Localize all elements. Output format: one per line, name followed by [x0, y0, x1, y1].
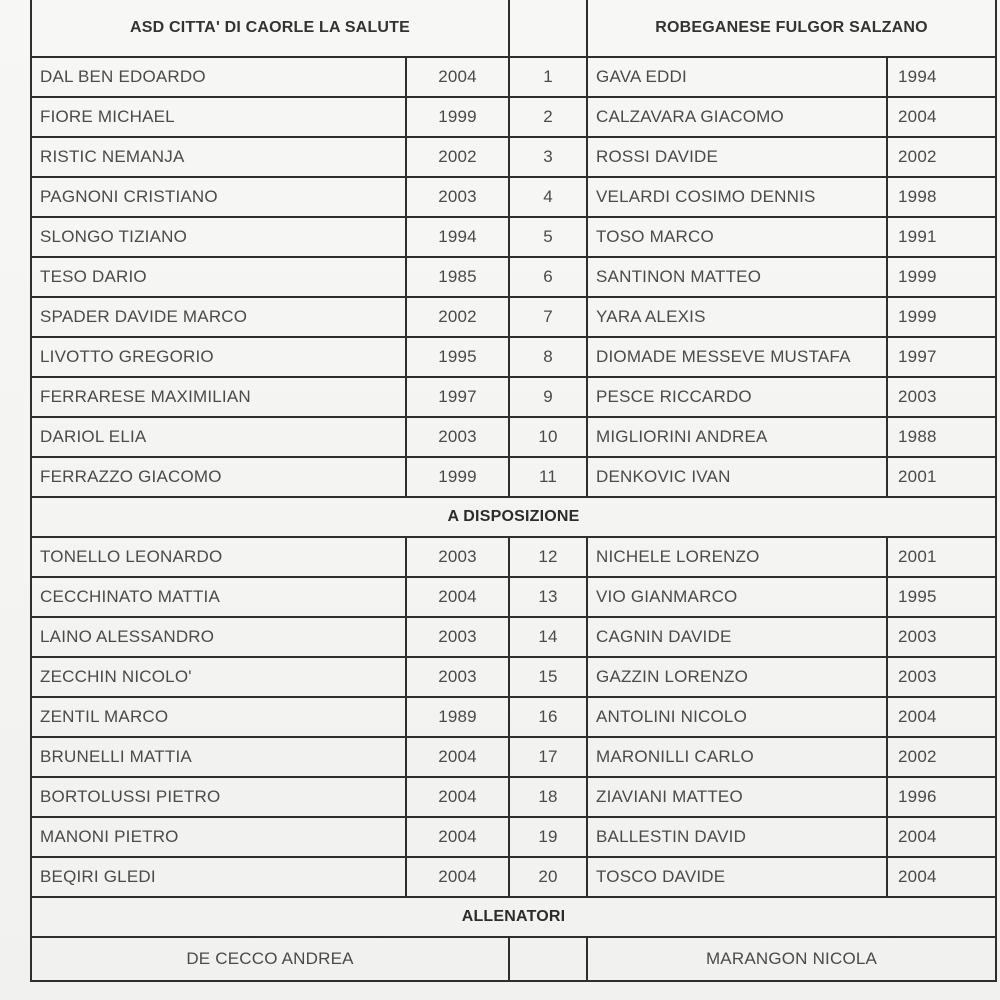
away-player-name: ZIAVIANI MATTEO — [587, 777, 887, 817]
home-player-year: 1989 — [406, 697, 509, 737]
home-player-year: 2004 — [406, 857, 509, 897]
home-player-name: BRUNELLI MATTIA — [31, 737, 406, 777]
away-player-year: 1999 — [887, 297, 996, 337]
shirt-number: 6 — [509, 257, 587, 297]
player-row — [31, 177, 996, 217]
away-player-name: TOSO MARCO — [587, 217, 887, 257]
home-player-year: 2003 — [406, 177, 509, 217]
away-player-name: MARONILLI CARLO — [587, 737, 887, 777]
player-row — [31, 97, 996, 137]
home-player-year: 2003 — [406, 657, 509, 697]
away-player-year: 2004 — [887, 97, 996, 137]
shirt-number: 16 — [509, 697, 587, 737]
player-row — [31, 577, 996, 617]
bench-section-row — [31, 497, 996, 537]
away-player-name: ANTOLINI NICOLO — [587, 697, 887, 737]
shirt-number: 1 — [509, 57, 587, 97]
lineup-table — [30, 0, 997, 982]
shirt-number: 17 — [509, 737, 587, 777]
home-player-name: BORTOLUSSI PIETRO — [31, 777, 406, 817]
away-player-year: 1997 — [887, 337, 996, 377]
home-player-year: 2004 — [406, 737, 509, 777]
home-player-name: ZECCHIN NICOLO' — [31, 657, 406, 697]
home-player-name: PAGNONI CRISTIANO — [31, 177, 406, 217]
team-header-row — [31, 0, 996, 57]
home-player-year: 2003 — [406, 617, 509, 657]
home-player-name: SPADER DAVIDE MARCO — [31, 297, 406, 337]
away-player-name: TOSCO DAVIDE — [587, 857, 887, 897]
home-player-year: 2002 — [406, 297, 509, 337]
home-player-name: FIORE MICHAEL — [31, 97, 406, 137]
shirt-number: 15 — [509, 657, 587, 697]
home-team-name: ASD CITTA' DI CAORLE LA SALUTE — [31, 0, 509, 57]
away-player-year: 2004 — [887, 857, 996, 897]
away-player-name: CALZAVARA GIACOMO — [587, 97, 887, 137]
player-row — [31, 857, 996, 897]
away-player-name: PESCE RICCARDO — [587, 377, 887, 417]
home-player-year: 1995 — [406, 337, 509, 377]
shirt-number: 9 — [509, 377, 587, 417]
home-player-name: ZENTIL MARCO — [31, 697, 406, 737]
away-player-name: GAVA EDDI — [587, 57, 887, 97]
player-row — [31, 777, 996, 817]
coaches-row — [31, 937, 996, 981]
home-player-name: RISTIC NEMANJA — [31, 137, 406, 177]
away-player-name: YARA ALEXIS — [587, 297, 887, 337]
away-player-year: 2003 — [887, 617, 996, 657]
away-player-name: DENKOVIC IVAN — [587, 457, 887, 497]
shirt-number: 7 — [509, 297, 587, 337]
player-row — [31, 537, 996, 577]
player-row — [31, 257, 996, 297]
player-row — [31, 697, 996, 737]
shirt-number: 4 — [509, 177, 587, 217]
away-player-name: MIGLIORINI ANDREA — [587, 417, 887, 457]
shirt-number: 5 — [509, 217, 587, 257]
home-player-name: FERRAZZO GIACOMO — [31, 457, 406, 497]
shirt-number: 14 — [509, 617, 587, 657]
player-row — [31, 217, 996, 257]
away-player-year: 2004 — [887, 817, 996, 857]
coach-spacer-cell — [509, 937, 587, 981]
away-player-year: 2002 — [887, 737, 996, 777]
home-player-name: DAL BEN EDOARDO — [31, 57, 406, 97]
away-coach-name: MARANGON NICOLA — [587, 937, 996, 981]
shirt-number: 19 — [509, 817, 587, 857]
shirt-number: 8 — [509, 337, 587, 377]
header-number-cell — [509, 0, 587, 57]
player-row — [31, 337, 996, 377]
home-player-name: LIVOTTO GREGORIO — [31, 337, 406, 377]
away-player-year: 2001 — [887, 537, 996, 577]
shirt-number: 20 — [509, 857, 587, 897]
lineup-table-body — [31, 0, 996, 981]
shirt-number: 11 — [509, 457, 587, 497]
player-row — [31, 737, 996, 777]
away-player-name: SANTINON MATTEO — [587, 257, 887, 297]
home-player-year: 1994 — [406, 217, 509, 257]
home-player-name: TESO DARIO — [31, 257, 406, 297]
away-player-year: 2002 — [887, 137, 996, 177]
home-player-name: BEQIRI GLEDI — [31, 857, 406, 897]
home-player-year: 1999 — [406, 457, 509, 497]
player-row — [31, 617, 996, 657]
away-player-year: 2003 — [887, 657, 996, 697]
home-player-year: 2003 — [406, 537, 509, 577]
home-player-year: 1985 — [406, 257, 509, 297]
home-player-year: 2004 — [406, 817, 509, 857]
coaches-section-row — [31, 897, 996, 937]
player-row — [31, 457, 996, 497]
home-player-year: 1997 — [406, 377, 509, 417]
away-player-year: 1988 — [887, 417, 996, 457]
player-row — [31, 137, 996, 177]
home-player-name: LAINO ALESSANDRO — [31, 617, 406, 657]
home-player-name: CECCHINATO MATTIA — [31, 577, 406, 617]
away-player-year: 1999 — [887, 257, 996, 297]
shirt-number: 3 — [509, 137, 587, 177]
away-player-name: VIO GIANMARCO — [587, 577, 887, 617]
player-row — [31, 377, 996, 417]
home-player-name: SLONGO TIZIANO — [31, 217, 406, 257]
away-player-name: VELARDI COSIMO DENNIS — [587, 177, 887, 217]
shirt-number: 12 — [509, 537, 587, 577]
shirt-number: 10 — [509, 417, 587, 457]
bench-section-label: A DISPOSIZIONE — [31, 497, 996, 537]
away-player-year: 1996 — [887, 777, 996, 817]
home-player-year: 2004 — [406, 57, 509, 97]
shirt-number: 2 — [509, 97, 587, 137]
home-player-name: DARIOL ELIA — [31, 417, 406, 457]
away-player-name: CAGNIN DAVIDE — [587, 617, 887, 657]
home-coach-name: DE CECCO ANDREA — [31, 937, 509, 981]
away-player-year: 1998 — [887, 177, 996, 217]
home-player-year: 2004 — [406, 777, 509, 817]
home-player-name: FERRARESE MAXIMILIAN — [31, 377, 406, 417]
away-player-year: 1995 — [887, 577, 996, 617]
home-player-year: 2002 — [406, 137, 509, 177]
away-player-year: 1994 — [887, 57, 996, 97]
player-row — [31, 297, 996, 337]
shirt-number: 13 — [509, 577, 587, 617]
shirt-number: 18 — [509, 777, 587, 817]
home-player-year: 1999 — [406, 97, 509, 137]
home-player-year: 2004 — [406, 577, 509, 617]
away-player-name: GAZZIN LORENZO — [587, 657, 887, 697]
away-team-name: ROBEGANESE FULGOR SALZANO — [587, 0, 996, 57]
away-player-name: DIOMADE MESSEVE MUSTAFA — [587, 337, 887, 377]
home-player-name: MANONI PIETRO — [31, 817, 406, 857]
away-player-name: NICHELE LORENZO — [587, 537, 887, 577]
player-row — [31, 817, 996, 857]
coaches-section-label: ALLENATORI — [31, 897, 996, 937]
player-row — [31, 417, 996, 457]
home-player-year: 2003 — [406, 417, 509, 457]
away-player-year: 2001 — [887, 457, 996, 497]
away-player-year: 2004 — [887, 697, 996, 737]
player-row — [31, 57, 996, 97]
away-player-name: BALLESTIN DAVID — [587, 817, 887, 857]
away-player-year: 2003 — [887, 377, 996, 417]
home-player-name: TONELLO LEONARDO — [31, 537, 406, 577]
player-row — [31, 657, 996, 697]
away-player-year: 1991 — [887, 217, 996, 257]
away-player-name: ROSSI DAVIDE — [587, 137, 887, 177]
